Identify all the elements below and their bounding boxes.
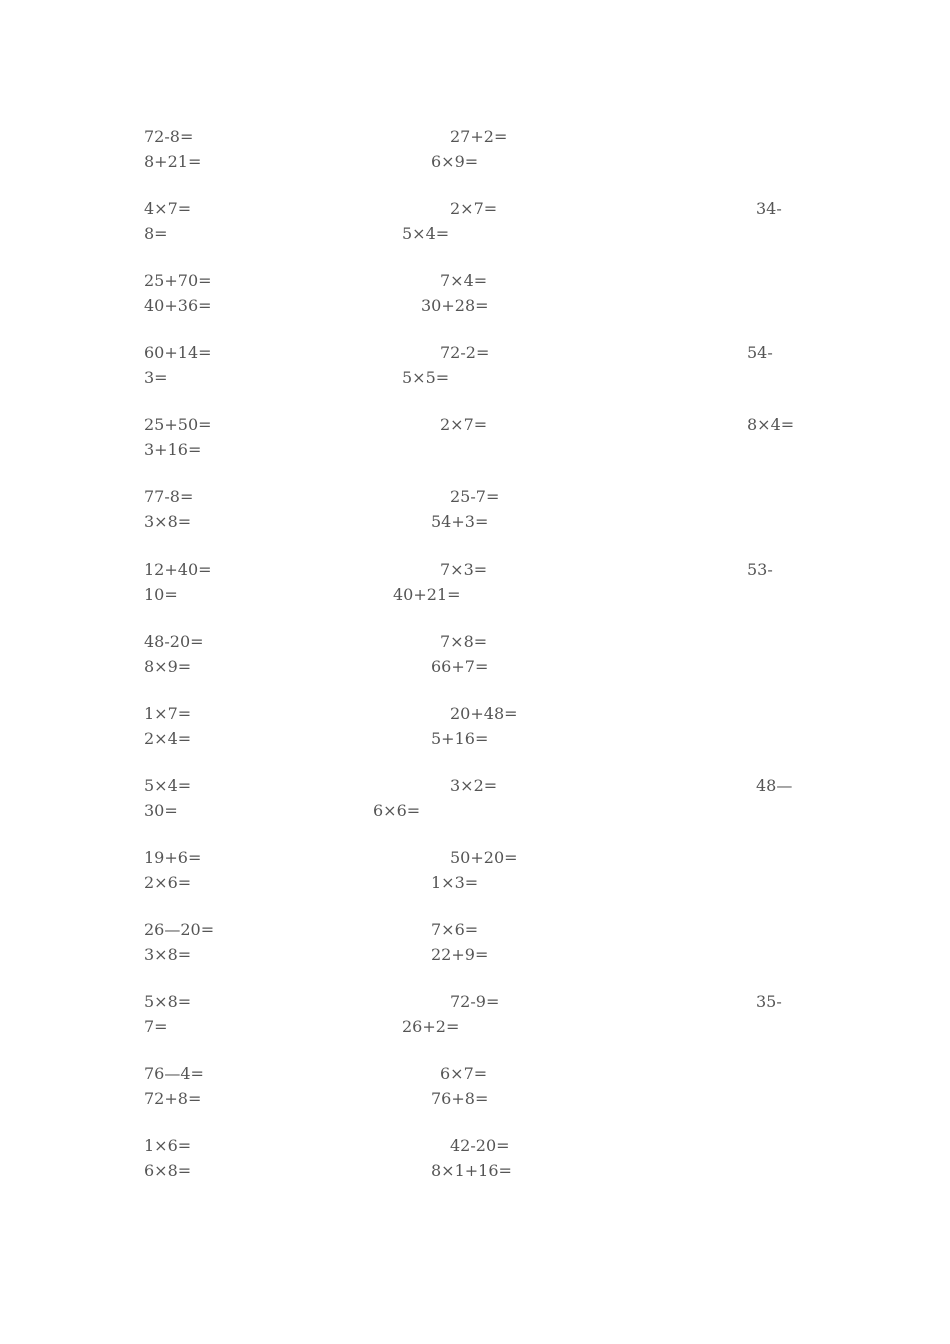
problem-line <box>0 293 950 318</box>
problem-text: 60+14= <box>144 343 212 362</box>
problem-text: 20+48= <box>450 704 518 723</box>
problem-text: 2×4= <box>144 729 192 748</box>
problem-text: 30+28= <box>421 296 489 315</box>
problem-group <box>0 124 950 174</box>
problem-text: 12+40= <box>144 560 212 579</box>
problem-group <box>0 989 950 1039</box>
problem-text: 4×7= <box>144 199 192 218</box>
problem-text: 8= <box>144 224 168 243</box>
problem-group <box>0 701 950 751</box>
problem-text: 8×4= <box>747 415 795 434</box>
problem-text: 7×6= <box>431 920 479 939</box>
problem-text: 6×6= <box>373 801 421 820</box>
problem-text: 48-20= <box>144 632 204 651</box>
problem-text: 54- <box>747 343 773 362</box>
problem-group <box>0 629 950 679</box>
problem-text: 3×8= <box>144 512 192 531</box>
problem-text: 1×7= <box>144 704 192 723</box>
problem-line <box>0 629 950 654</box>
problem-text: 3×8= <box>144 945 192 964</box>
problem-text: 1×3= <box>431 873 479 892</box>
problem-text: 7×4= <box>440 271 488 290</box>
problem-text: 3+16= <box>144 440 202 459</box>
problem-text: 25-7= <box>450 487 500 506</box>
problem-text: 25+70= <box>144 271 212 290</box>
problem-text: 2×7= <box>440 415 488 434</box>
problem-text: 1×6= <box>144 1136 192 1155</box>
problem-line <box>0 726 950 751</box>
problem-text: 7×3= <box>440 560 488 579</box>
problem-line <box>0 942 950 967</box>
problem-text: 27+2= <box>450 127 508 146</box>
problem-text: 3= <box>144 368 168 387</box>
problem-text: 2×6= <box>144 873 192 892</box>
problem-line <box>0 196 950 221</box>
problem-text: 50+20= <box>450 848 518 867</box>
problem-line <box>0 798 950 823</box>
problem-line <box>0 557 950 582</box>
problem-line <box>0 1158 950 1183</box>
problem-text: 72-9= <box>450 992 500 1011</box>
problem-text: 26—20= <box>144 920 215 939</box>
problem-text: 6×7= <box>440 1064 488 1083</box>
problem-text: 25+50= <box>144 415 212 434</box>
problem-line <box>0 773 950 798</box>
problem-text: 35- <box>756 992 782 1011</box>
problem-group <box>0 557 950 607</box>
problem-line <box>0 1061 950 1086</box>
problem-line <box>0 582 950 607</box>
problem-line <box>0 701 950 726</box>
problem-text: 5×8= <box>144 992 192 1011</box>
problem-text: 76—4= <box>144 1064 204 1083</box>
problem-text: 72-2= <box>440 343 490 362</box>
problem-line <box>0 917 950 942</box>
problem-line <box>0 654 950 679</box>
problem-text: 10= <box>144 585 178 604</box>
problem-text: 42-20= <box>450 1136 510 1155</box>
problem-text: 7×8= <box>440 632 488 651</box>
problem-line <box>0 365 950 390</box>
problem-text: 30= <box>144 801 178 820</box>
problem-text: 22+9= <box>431 945 489 964</box>
problem-text: 2×7= <box>450 199 498 218</box>
problem-text: 5+16= <box>431 729 489 748</box>
problem-text: 66+7= <box>431 657 489 676</box>
problem-line <box>0 989 950 1014</box>
problem-text: 53- <box>747 560 773 579</box>
problem-group <box>0 484 950 534</box>
problem-text: 19+6= <box>144 848 202 867</box>
problem-group <box>0 917 950 967</box>
problem-text: 76+8= <box>431 1089 489 1108</box>
problem-text: 5×4= <box>402 224 450 243</box>
problem-text: 6×8= <box>144 1161 192 1180</box>
problem-group <box>0 845 950 895</box>
problem-group <box>0 1061 950 1111</box>
problem-text: 7= <box>144 1017 168 1036</box>
problem-text: 54+3= <box>431 512 489 531</box>
problem-group <box>0 1133 950 1183</box>
problem-group <box>0 412 950 462</box>
problem-line <box>0 437 950 462</box>
problem-line <box>0 845 950 870</box>
problem-line <box>0 221 950 246</box>
problem-line <box>0 1133 950 1158</box>
problem-text: 5×4= <box>144 776 192 795</box>
problem-text: 8+21= <box>144 152 202 171</box>
problem-line <box>0 1086 950 1111</box>
problem-text: 40+36= <box>144 296 212 315</box>
problem-line <box>0 484 950 509</box>
problem-text: 8×1+16= <box>431 1161 512 1180</box>
problem-text: 5×5= <box>402 368 450 387</box>
problem-text: 26+2= <box>402 1017 460 1036</box>
problem-line <box>0 124 950 149</box>
problem-text: 77-8= <box>144 487 194 506</box>
problem-text: 8×9= <box>144 657 192 676</box>
problem-line <box>0 509 950 534</box>
problem-text: 3×2= <box>450 776 498 795</box>
problem-text: 40+21= <box>393 585 461 604</box>
problem-text: 72+8= <box>144 1089 202 1108</box>
problem-text: 34- <box>756 199 782 218</box>
problem-text: 6×9= <box>431 152 479 171</box>
problem-group <box>0 340 950 390</box>
problem-line <box>0 340 950 365</box>
problem-group <box>0 268 950 318</box>
problem-line <box>0 412 950 437</box>
problem-group <box>0 773 950 823</box>
problem-line <box>0 149 950 174</box>
problem-line <box>0 1014 950 1039</box>
problem-text: 48— <box>756 776 793 795</box>
problem-line <box>0 870 950 895</box>
problem-text: 72-8= <box>144 127 194 146</box>
problem-group <box>0 196 950 246</box>
problem-line <box>0 268 950 293</box>
